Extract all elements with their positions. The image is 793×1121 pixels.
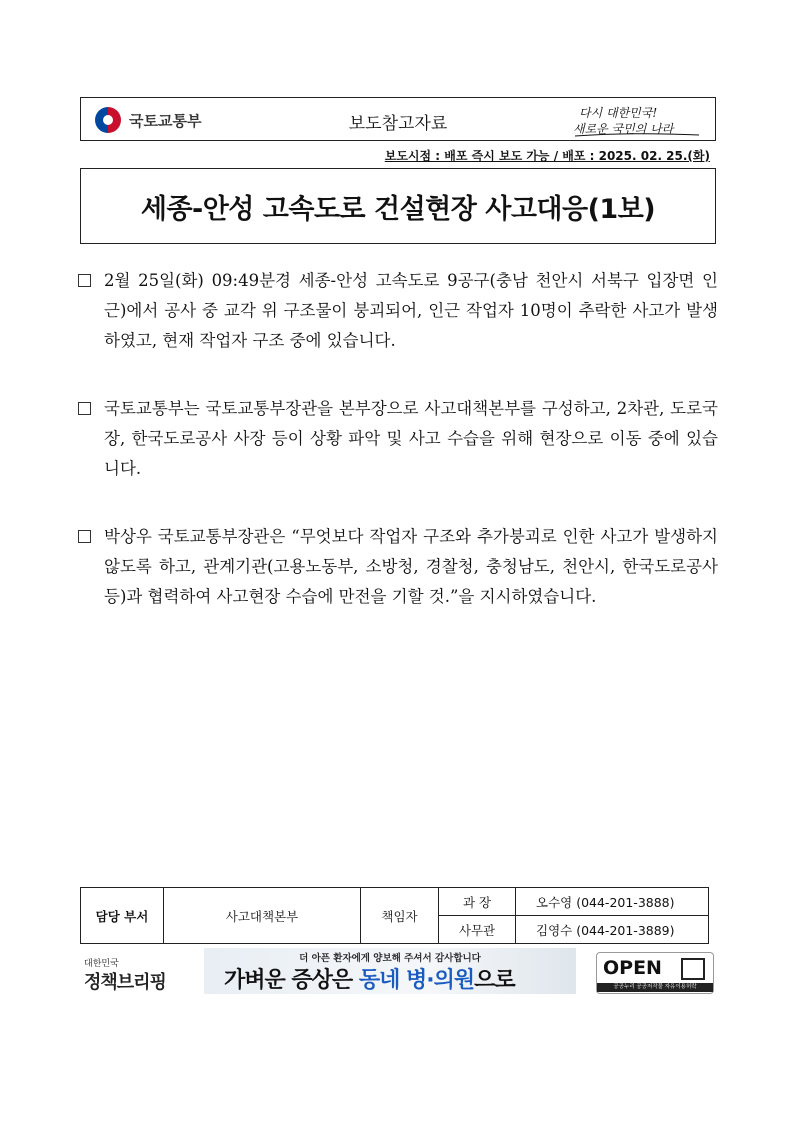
- svg-text:다시 대한민국!: 다시 대한민국!: [579, 106, 658, 120]
- contact-name: 김영수 (044-201-3889): [516, 916, 709, 944]
- release-info: 보도시점 : 배포 즉시 보도 가능 / 배포 : 2025. 02. 25.(화): [384, 149, 710, 163]
- page-title: 세종-안성 고속도로 건설현장 사고대응(1보): [140, 193, 656, 225]
- bullet-text: 박상우 국토교통부장관은 “무엇보다 작업자 구조와 추가붕괴로 인한 사고가 발생하지 않도록 하고, 관계기관(고용노동부, 소방청, 경찰청, 충청남도, 천안시, 한국도로공사 등)과 협력하여 사고현장 수습에 만전을 기할 것.”을 지시하였습니다.: [104, 527, 718, 606]
- briefing-big-text: 정책브리핑: [84, 972, 166, 993]
- bullet-list: [78, 266, 718, 650]
- svg-text:새로운 국민의 나라: 새로운 국민의 나라: [573, 122, 674, 136]
- campaign-banner[interactable]: [204, 948, 576, 994]
- slogan-svg: [573, 102, 703, 138]
- responsible-label: 책임자: [361, 888, 439, 944]
- document-type: 보도참고자료: [348, 114, 448, 134]
- bullet-text: 국토교통부는 국토교통부장관을 본부장으로 사고대책본부를 구성하고, 2차관, 도로국장, 한국도로공사 사장 등이 상황 파악 및 사고 수습을 위해 현장으로 이동 중에 있습니다.: [104, 399, 718, 478]
- checkbox-square-icon: [78, 402, 91, 415]
- checkbox-square-icon: [78, 530, 91, 543]
- banner-headline: [224, 963, 515, 994]
- slogan-handwritten-logo: [573, 102, 703, 138]
- banner-headline-pre: 가벼운 증상은: [224, 968, 359, 993]
- banner-headline-post: 으로: [474, 968, 515, 993]
- contact-name: 오수영 (044-201-3888): [516, 888, 709, 916]
- banner-small-text: 더 아픈 환자에게 양보해 주셔서 감사합니다: [299, 953, 481, 964]
- ministry-name: 국토교통부: [129, 112, 202, 130]
- title-box: [80, 168, 716, 244]
- kogl-open-logo: [596, 952, 714, 994]
- footer: [80, 948, 716, 998]
- license-badge-icon: [681, 958, 705, 980]
- contact-position: 사무관: [439, 916, 516, 944]
- list-item: [78, 394, 718, 484]
- contact-position: 과 장: [439, 888, 516, 916]
- open-logo-subtext: 공공누리 공공저작물 자유이용허락: [597, 983, 713, 992]
- dept-label: 담당 부서: [81, 888, 164, 944]
- bullet-text: 2월 25일(화) 09:49분경 세종-안성 고속도로 9공구(충남 천안시 서북구 입장면 인근)에서 공사 중 교각 위 구조물이 붕괴되어, 인근 작업자 10명이 추락한 사고가 발생하였고, 현재 작업자 구조 중에 있습니다.: [104, 271, 718, 350]
- briefing-small-text: 대한민국: [84, 959, 119, 969]
- list-item: [78, 522, 718, 612]
- banner-headline-highlight: 동네 병·의원: [358, 968, 475, 993]
- checkbox-square-icon: [78, 274, 91, 287]
- table-row: [81, 888, 709, 916]
- contact-table: [80, 887, 709, 944]
- dept-value: 사고대책본부: [164, 888, 361, 944]
- list-item: [78, 266, 718, 356]
- header-box: [80, 97, 716, 141]
- open-logo-text: OPEN: [603, 957, 662, 979]
